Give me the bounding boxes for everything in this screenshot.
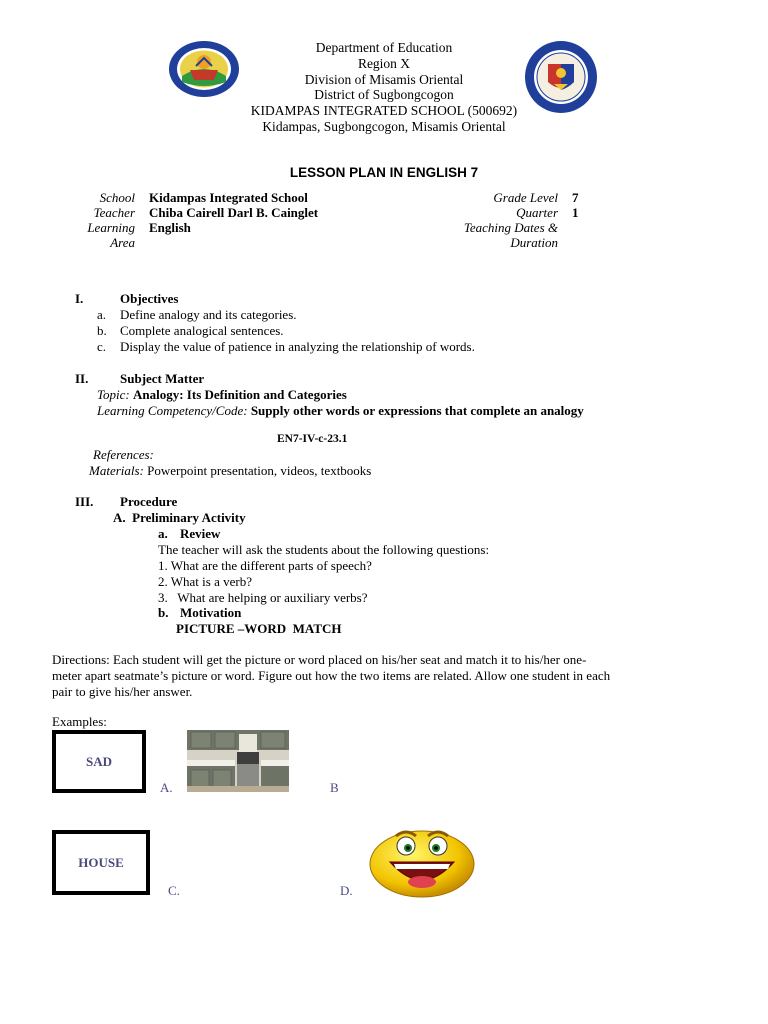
references-label: References: [93,447,154,462]
teacher-label: Teacher [93,205,135,220]
word-card-house-text: HOUSE [78,854,124,870]
competency-value: Supply other words or expressions that complete an analogy [250,403,584,418]
objective-c-letter: c. [97,339,107,354]
preliminary-activity-heading: A. Preliminary Activity [113,510,246,525]
page-title: LESSON PLAN IN ENGLISH 7 [289,165,479,180]
grade-label: Grade Level [493,190,558,205]
topic-value: Analogy: Its Definition and Categories [133,387,347,402]
school-value: Kidampas Integrated School [149,190,308,205]
examples-label: Examples: [52,714,107,729]
competency-code: EN7-IV-c-23.1 [277,433,348,445]
objective-b-text: Complete analogical sentences. [120,323,284,338]
header-line-division: Division of Misamis Oriental [304,71,464,87]
motivation-letter: b. [158,605,169,620]
word-card-sad-text: SAD [85,753,112,769]
materials-label: Materials: [89,463,144,478]
competency-label: Learning Competency/Code: [97,403,248,418]
header-line-department: Department of Education [315,40,453,55]
school-header [0,40,768,135]
dates-label-line1: Teaching Dates & [463,220,558,235]
teacher-value: Chiba Cairell Darl B. Cainglet [149,205,319,220]
option-b-label: B [330,780,339,795]
review-question-1: 1. What are the different parts of speech? [158,558,372,573]
materials-line [89,463,371,479]
kitchen-picture [187,730,289,792]
review-question-3: 3. What are helping or auxiliary verbs? [158,590,368,605]
objectives-number: I. [75,291,84,306]
objective-b-letter: b. [97,323,107,338]
objective-a-letter: a. [97,307,107,322]
directions-line-1: Directions: Each student will get the picture or word placed on his/her seat and match it to his/her one- [52,652,587,667]
option-d-label: D. [340,883,353,898]
directions-line-3: pair to give his/her answer. [52,684,193,699]
review-letter: a. [158,526,168,541]
procedure-number: III. [75,494,94,509]
review-heading: Review [180,526,221,541]
header-line-school: KIDAMPAS INTEGRATED SCHOOL (500692) [250,103,518,119]
option-c-label: C. [168,883,180,898]
review-intro: The teacher will ask the students about the following questions: [158,542,490,557]
motivation-heading: Motivation [180,605,242,620]
subject-heading: Subject Matter [120,371,205,386]
laughing-smiley-picture [368,826,476,898]
subject-number: II. [75,371,89,386]
header-line-district: District of Sugbongcogon [314,87,454,103]
quarter-label: Quarter [516,205,558,220]
header-line-address: Kidampas, Sugbongcogon, Misamis Oriental [262,118,506,134]
school-label: School [99,190,135,205]
word-card-sad [52,730,146,793]
directions-line-2: meter apart seatmate’s picture or word. Figure out how the two items are related. Allow one student in each [52,668,611,683]
objective-c-text: Display the value of patience in analyzing the relationship of words. [120,339,475,354]
word-card-house [52,830,150,895]
objectives-heading: Objectives [120,291,179,306]
header-line-region: Region X [357,55,411,71]
option-a-label: A. [160,780,173,795]
area-label-line1: Learning [87,220,135,235]
dates-label-line2: Duration [510,235,558,250]
topic-label: Topic: [97,387,130,402]
competency-line [97,403,584,419]
grade-value: 7 [572,190,579,205]
activity-title: PICTURE –WORD MATCH [176,621,342,636]
procedure-heading: Procedure [120,494,178,509]
topic-line [97,387,347,403]
materials-value: Powerpoint presentation, videos, textbooks [147,463,372,478]
quarter-value: 1 [572,205,579,220]
objective-a-text: Define analogy and its categories. [120,307,297,322]
area-label-line2: Area [110,235,135,250]
review-question-2: 2. What is a verb? [158,574,252,589]
area-value: English [149,220,191,235]
